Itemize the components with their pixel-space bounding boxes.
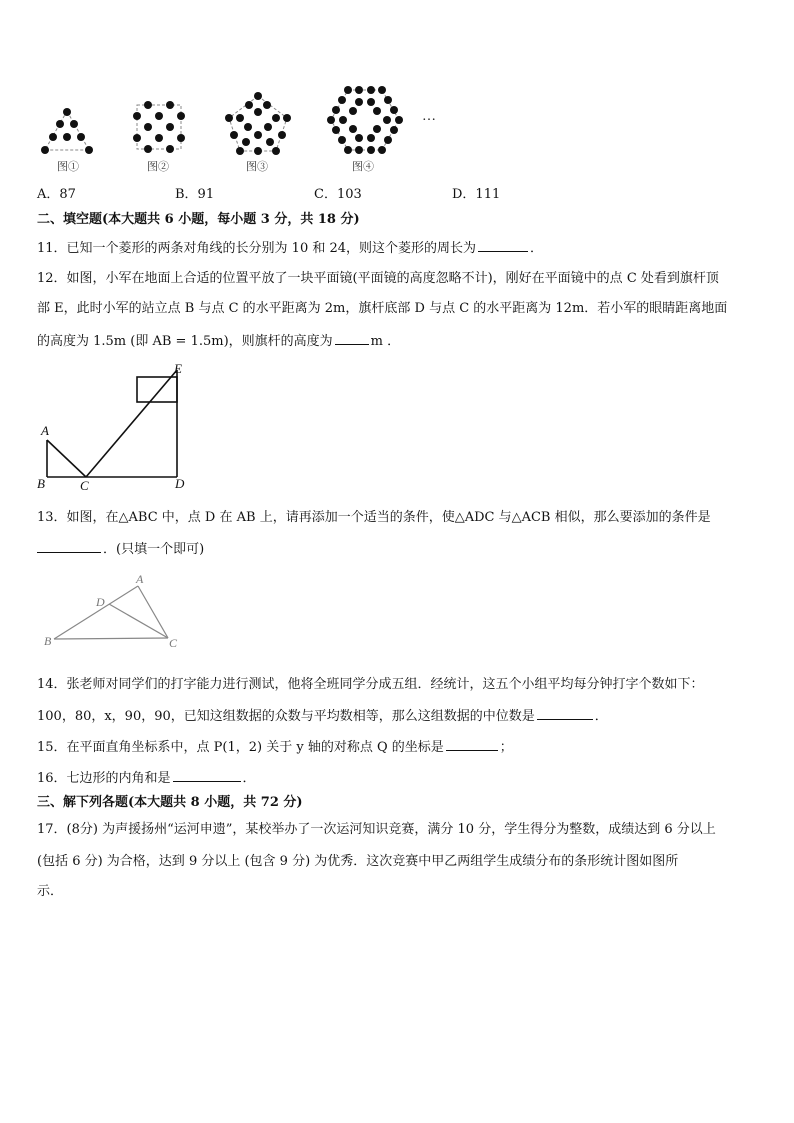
q15-blank [446,737,498,751]
figure-3-pentagon [225,92,291,155]
q13-line-1: 13．如图，在△ABC 中，点 D 在 AB 上，请再添加一个适当的条件，使△ADC 与△ACB 相似，那么要添加的条件是 [37,510,711,525]
option-a: A．87 [37,187,76,202]
figure-1-triangle [41,108,93,154]
q15-tail: ； [499,740,513,755]
figure-3-caption: 图③ [246,161,268,173]
figure-2-square [133,101,185,153]
q16-text: 16．七边形的内角和是 [37,771,171,786]
q12-label-b: B [37,476,45,491]
q13-label-a: A [136,572,144,586]
q17-line-3: 示． [37,884,64,899]
figure-ellipsis: … [422,109,436,124]
q13-label-b: B [44,634,52,648]
q14-line-2 [37,706,608,727]
q12-flagpole-figure [30,360,200,495]
dot-pattern-figures [30,78,450,178]
q14-blank [537,706,593,720]
q12-blank [335,331,369,345]
q16-tail: ． [242,771,256,786]
q11-text: 11．已知一个菱形的两条对角线的长分别为 10 和 24，则这个菱形的周长为 [37,241,477,256]
q13-blank [37,539,101,553]
q14-line-2-text: 100，80，x，90，90，已知这组数据的众数与平均数相等，那么这组数据的中位数是 [37,709,535,724]
q12-label-a: A [41,423,49,438]
q11-blank [478,238,528,252]
figure-1-caption: 图① [57,161,79,173]
question-16 [37,768,256,789]
section-3-title: 三、解下列各题(本大题共 8 小题，共 72 分) [37,795,303,810]
q12-line-3-text: 的高度为 1.5m (即 AB = 1.5m)，则旗杆的高度为 [37,334,333,349]
question-11 [37,238,543,259]
q14-line-1: 14．张老师对同学们的打字能力进行测试，他将全班同学分成五组．经统计，这五个小组平均每分钟打字个数如下： [37,677,704,692]
q12-label-e: E [174,361,182,376]
section-2-title: 二、填空题(本大题共 6 小题，每小题 3 分，共 18 分) [37,212,360,227]
q12-line-3 [37,331,400,352]
q13-label-c: C [169,636,178,650]
figure-4-hexagon [327,86,403,154]
q13-line-2 [37,539,204,560]
q13-label-d: D [96,595,105,609]
option-c: C．103 [314,187,362,202]
option-d: D．111 [452,187,501,202]
q13-triangle-figure [40,570,190,650]
q12-label-c: C [80,478,89,493]
q11-tail: ． [530,241,544,256]
question-15 [37,737,513,758]
q12-tail: m ． [370,334,401,349]
q12-line-1: 12．如图，小军在地面上合适的位置平放了一块平面镜(平面镜的高度忽略不计)，刚好在平面镜中的点 C 处看到旗杆顶 [37,271,719,286]
q17-line-1: 17．(8分) 为声援扬州“运河申遗”，某校举办了一次运河知识竞赛，满分 10 分，学生得分为整数，成绩达到 6 分以上 [37,822,716,837]
q12-line-2: 部 E，此时小军的站立点 B 与点 C 的水平距离为 2m，旗杆底部 D 与点 C 的水平距离为 12m．若小军的眼睛距离地面 [37,301,728,316]
q14-tail: ． [594,709,608,724]
figure-2-caption: 图② [147,161,169,173]
q17-line-2: (包括 6 分) 为合格，达到 9 分以上 (包含 9 分) 为优秀．这次竞赛中甲乙两组学生成绩分布的条形统计图如图所 [37,854,679,869]
option-b: B．91 [175,187,215,202]
q15-text: 15．在平面直角坐标系中，点 P(1，2) 关于 y 轴的对称点 Q 的坐标是 [37,740,444,755]
q16-blank [173,768,241,782]
figure-4-caption: 图④ [352,161,374,173]
q13-tail: ．(只填一个即可) [103,542,205,557]
q12-label-d: D [175,476,185,491]
